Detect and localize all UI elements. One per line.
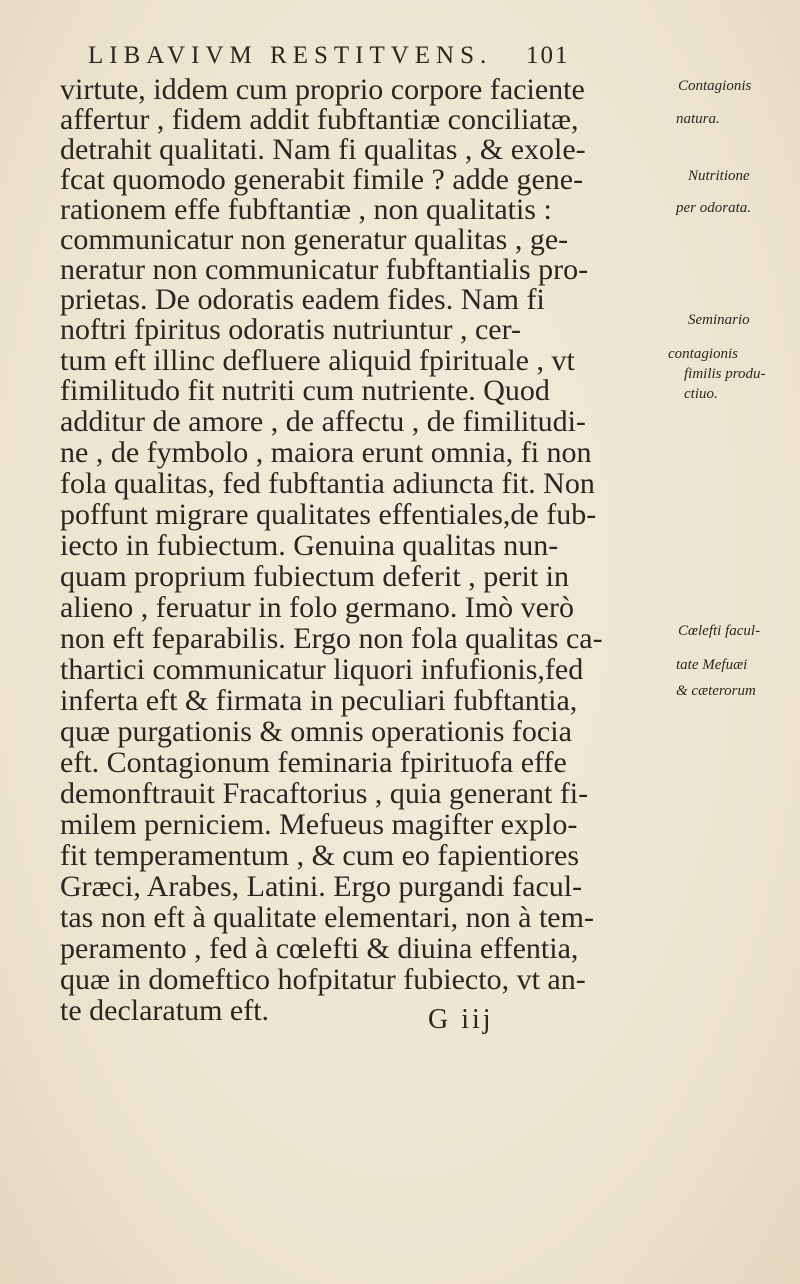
text-line: noftri fpiritus odoratis nutriuntur , cer- bbox=[60, 313, 521, 346]
text-line: detrahit qualitati. Nam fi qualitas , & exole- bbox=[60, 133, 586, 166]
text-line: thartici communicatur liquori infufionis,fed bbox=[60, 653, 584, 686]
margin-note: Seminario bbox=[688, 312, 750, 328]
margin-note: fimilis produ- bbox=[684, 366, 766, 382]
text-line: quæ in domeftico hofpitatur fubiecto, vt an- bbox=[60, 963, 586, 996]
text-line: non eft feparabilis. Ergo non fola qualitas ca- bbox=[60, 622, 603, 655]
text-line: te declaratum eft. bbox=[60, 994, 270, 1027]
running-header bbox=[88, 42, 570, 70]
signature-mark: G iij bbox=[428, 1004, 494, 1035]
text-line: eft. Contagionum feminaria fpirituofa effe bbox=[60, 746, 567, 779]
text-line: prietas. De odoratis eadem fides. Nam fi bbox=[60, 283, 545, 316]
margin-note: Cœlefti facul- bbox=[678, 623, 761, 639]
text-line: tum eft illinc defluere aliquid fpirituale , vt bbox=[60, 344, 575, 377]
text-line: alieno , feruatur in folo germano. Imò verò bbox=[60, 591, 574, 624]
text-line: quæ purgationis & omnis operationis focia bbox=[60, 715, 572, 748]
text-line: affertur , fidem addit fubftantiæ conciliatæ, bbox=[60, 103, 579, 136]
margin-note: natura. bbox=[676, 111, 720, 127]
text-line: demonftrauit Fracaftorius , quia generant fi- bbox=[60, 777, 589, 810]
margin-note: Nutritione bbox=[688, 168, 750, 184]
text-line: neratur non communicatur fubftantialis pro- bbox=[60, 253, 589, 286]
text-line: peramento , fed à cœlefti & diuina effentia, bbox=[60, 932, 579, 965]
text-line: fimilitudo fit nutriti cum nutriente. Quod bbox=[60, 374, 550, 407]
text-line: poffunt migrare qualitates effentiales,de fub- bbox=[60, 498, 597, 531]
text-line: ne , de fymbolo , maiora erunt omnia, fi non bbox=[60, 436, 592, 469]
text-line: Græci, Arabes, Latini. Ergo purgandi facul- bbox=[60, 870, 583, 903]
margin-note: & cæterorum bbox=[676, 683, 756, 699]
margin-note: Contagionis bbox=[678, 78, 752, 94]
running-title: LIBAVIVM RESTITVENS. bbox=[88, 42, 493, 69]
text-line: fit temperamentum , & cum eo fapientiores bbox=[60, 839, 579, 872]
text-line: inferta eft & firmata in peculiari fubftantia, bbox=[60, 684, 578, 717]
margin-note: per odorata. bbox=[676, 200, 751, 216]
margin-note: ctiuo. bbox=[684, 386, 718, 402]
text-line: iecto in fubiectum. Genuina qualitas nun- bbox=[60, 529, 559, 562]
text-line: fcat quomodo generabit fimile ? adde gene- bbox=[60, 163, 584, 196]
page-number: 101 bbox=[526, 42, 570, 69]
text-line: additur de amore , de affectu , de fimilitudi- bbox=[60, 405, 586, 438]
text-line: tas non eft à qualitate elementari, non à tem- bbox=[60, 901, 594, 934]
margin-note: tate Mefuæi bbox=[676, 657, 748, 673]
text-line: milem perniciem. Mefueus magifter explo- bbox=[60, 808, 578, 841]
text-line: communicatur non generatur qualitas , ge- bbox=[60, 223, 569, 256]
margin-note: contagionis bbox=[668, 346, 738, 362]
text-line: virtute, iddem cum proprio corpore faciente bbox=[60, 73, 585, 106]
text-line: quam proprium fubiectum deferit , perit in bbox=[60, 560, 570, 593]
text-line: rationem effe fubftantiæ , non qualitatis : bbox=[60, 193, 552, 226]
text-line: fola qualitas, fed fubftantia adiuncta fit. Non bbox=[60, 467, 595, 500]
